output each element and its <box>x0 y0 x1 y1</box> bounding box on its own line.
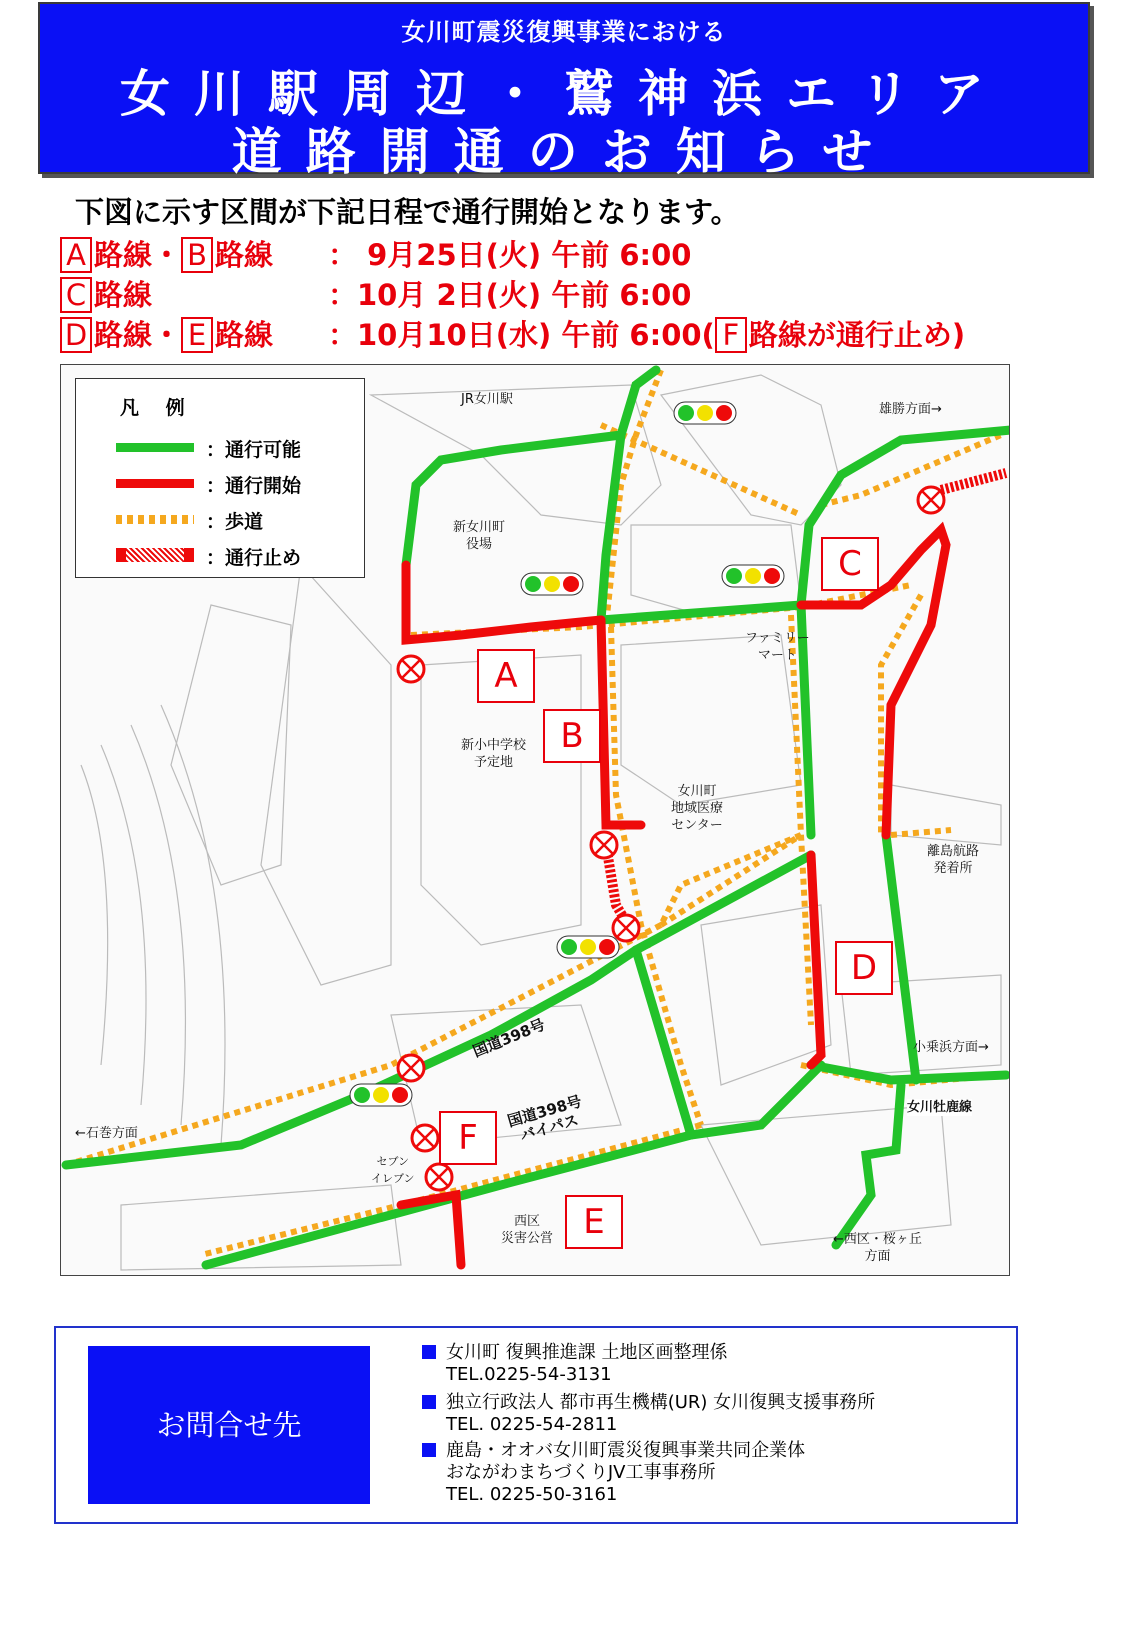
label-nishiku-sakura-direction: ←西区・桜ヶ丘 方面 <box>833 1232 922 1264</box>
route-box: D <box>60 317 92 353</box>
legend-label: ：通行開始 <box>206 475 302 497</box>
header-banner <box>38 2 1090 181</box>
intro-text: 下図に示す区間が下記日程で通行開始となります。 <box>75 195 740 229</box>
schedule-time <box>328 316 965 354</box>
section-label-b: B <box>543 709 601 763</box>
label-route-398-bypass: 国道398号 バイパス <box>505 1092 584 1145</box>
label-ferry-terminal: 離島航路 発着所 <box>927 844 980 876</box>
section-label-d: D <box>835 941 893 995</box>
schedule-time: ： 9月25日(火) 午前 6:00 <box>328 238 692 272</box>
route-label: 路線 <box>215 238 274 272</box>
label-nishiku-housing: 西区 災害公営 <box>501 1214 554 1246</box>
legend-label: ：通行可能 <box>206 439 302 461</box>
route-box: F <box>715 317 747 353</box>
contact-entry <box>422 1440 805 1506</box>
label-seven-eleven: セブン イレブン <box>371 1155 415 1185</box>
schedule-row-2 <box>60 276 692 314</box>
header-title-line1: 女川駅周辺・鷲神浜エリア <box>120 65 1008 123</box>
label-jr-station: JR女川駅 <box>461 392 513 407</box>
closure-note: 路線が通行止め) <box>748 318 966 352</box>
label-onagawa-oshika-line: 女川牡鹿線 <box>907 1100 973 1115</box>
contact-name: 鹿島・オオバ女川町震災復興事業共同企業体 <box>446 1440 806 1461</box>
route-label: 路線 <box>215 318 274 352</box>
schedule-row-3 <box>60 316 966 354</box>
contact-name: 女川町 復興推進課 土地区画整理係 <box>446 1342 728 1363</box>
contact-tel: TEL. 0225-50-3161 <box>446 1484 618 1505</box>
bullet-icon <box>422 1443 436 1457</box>
legend-swatch-red <box>116 479 194 488</box>
route-box: C <box>60 277 92 313</box>
contact-entry <box>422 1342 727 1386</box>
legend-swatch-orange <box>116 515 194 524</box>
bullet-icon <box>422 1395 436 1409</box>
legend-swatch-green <box>116 443 194 452</box>
section-label-a: A <box>477 649 535 703</box>
schedule-row-1 <box>60 236 692 274</box>
contact-entry <box>422 1392 875 1436</box>
legend-item-open <box>116 435 356 459</box>
route-label: 路線・ <box>94 238 182 272</box>
bullet-icon <box>422 1345 436 1359</box>
header-title-line2: 道路開通のお知らせ <box>231 123 897 181</box>
legend-title: 凡 例 <box>120 397 195 419</box>
label-town-hall: 新女川町 役場 <box>453 520 506 552</box>
closure-sign-icon <box>116 548 194 562</box>
label-school-site: 新小中学校 予定地 <box>461 738 527 770</box>
route-label: 路線 <box>94 278 153 312</box>
route-label: 路線・ <box>94 318 182 352</box>
contact-tel: TEL.0225-54-3131 <box>446 1364 612 1385</box>
contact-section <box>54 1326 1018 1524</box>
header-subtitle: 女川町震災復興事業における <box>401 18 727 46</box>
map-legend <box>75 378 365 578</box>
label-route-398: 国道398号 <box>470 1015 548 1061</box>
label-medical-center: 女川町 地域医療 センター <box>671 784 724 833</box>
label-ishinomaki-direction: ←石巻方面 <box>75 1126 138 1141</box>
label-family-mart: ファミリー マート <box>745 631 810 663</box>
contact-name: 独立行政法人 都市再生機構(UR) 女川復興支援事務所 <box>446 1392 876 1413</box>
road-map <box>60 364 1010 1276</box>
section-label-e: E <box>565 1195 623 1249</box>
route-box: E <box>181 317 213 353</box>
label-kozen-direction: 小乗浜方面→ <box>913 1040 989 1055</box>
section-label-c: C <box>821 537 879 591</box>
route-box: B <box>181 237 213 273</box>
legend-item-closed <box>116 543 356 567</box>
contact-heading: お問合せ先 <box>88 1346 370 1504</box>
label-oshika-direction: 雄勝方面→ <box>879 402 942 417</box>
legend-label: ：通行止め <box>206 547 302 569</box>
contact-tel: TEL. 0225-54-2811 <box>446 1414 618 1435</box>
legend-label: ：歩道 <box>206 511 264 533</box>
section-label-f: F <box>439 1111 497 1165</box>
schedule-time-text: ：10月10日(水) 午前 6:00( <box>328 318 715 352</box>
schedule-time: ：10月 2日(火) 午前 6:00 <box>328 278 692 312</box>
route-box: A <box>60 237 92 273</box>
legend-item-new <box>116 471 356 495</box>
contact-name-2: おながわまちづくりJV工事事務所 <box>446 1462 716 1483</box>
legend-item-sidewalk <box>116 507 356 531</box>
